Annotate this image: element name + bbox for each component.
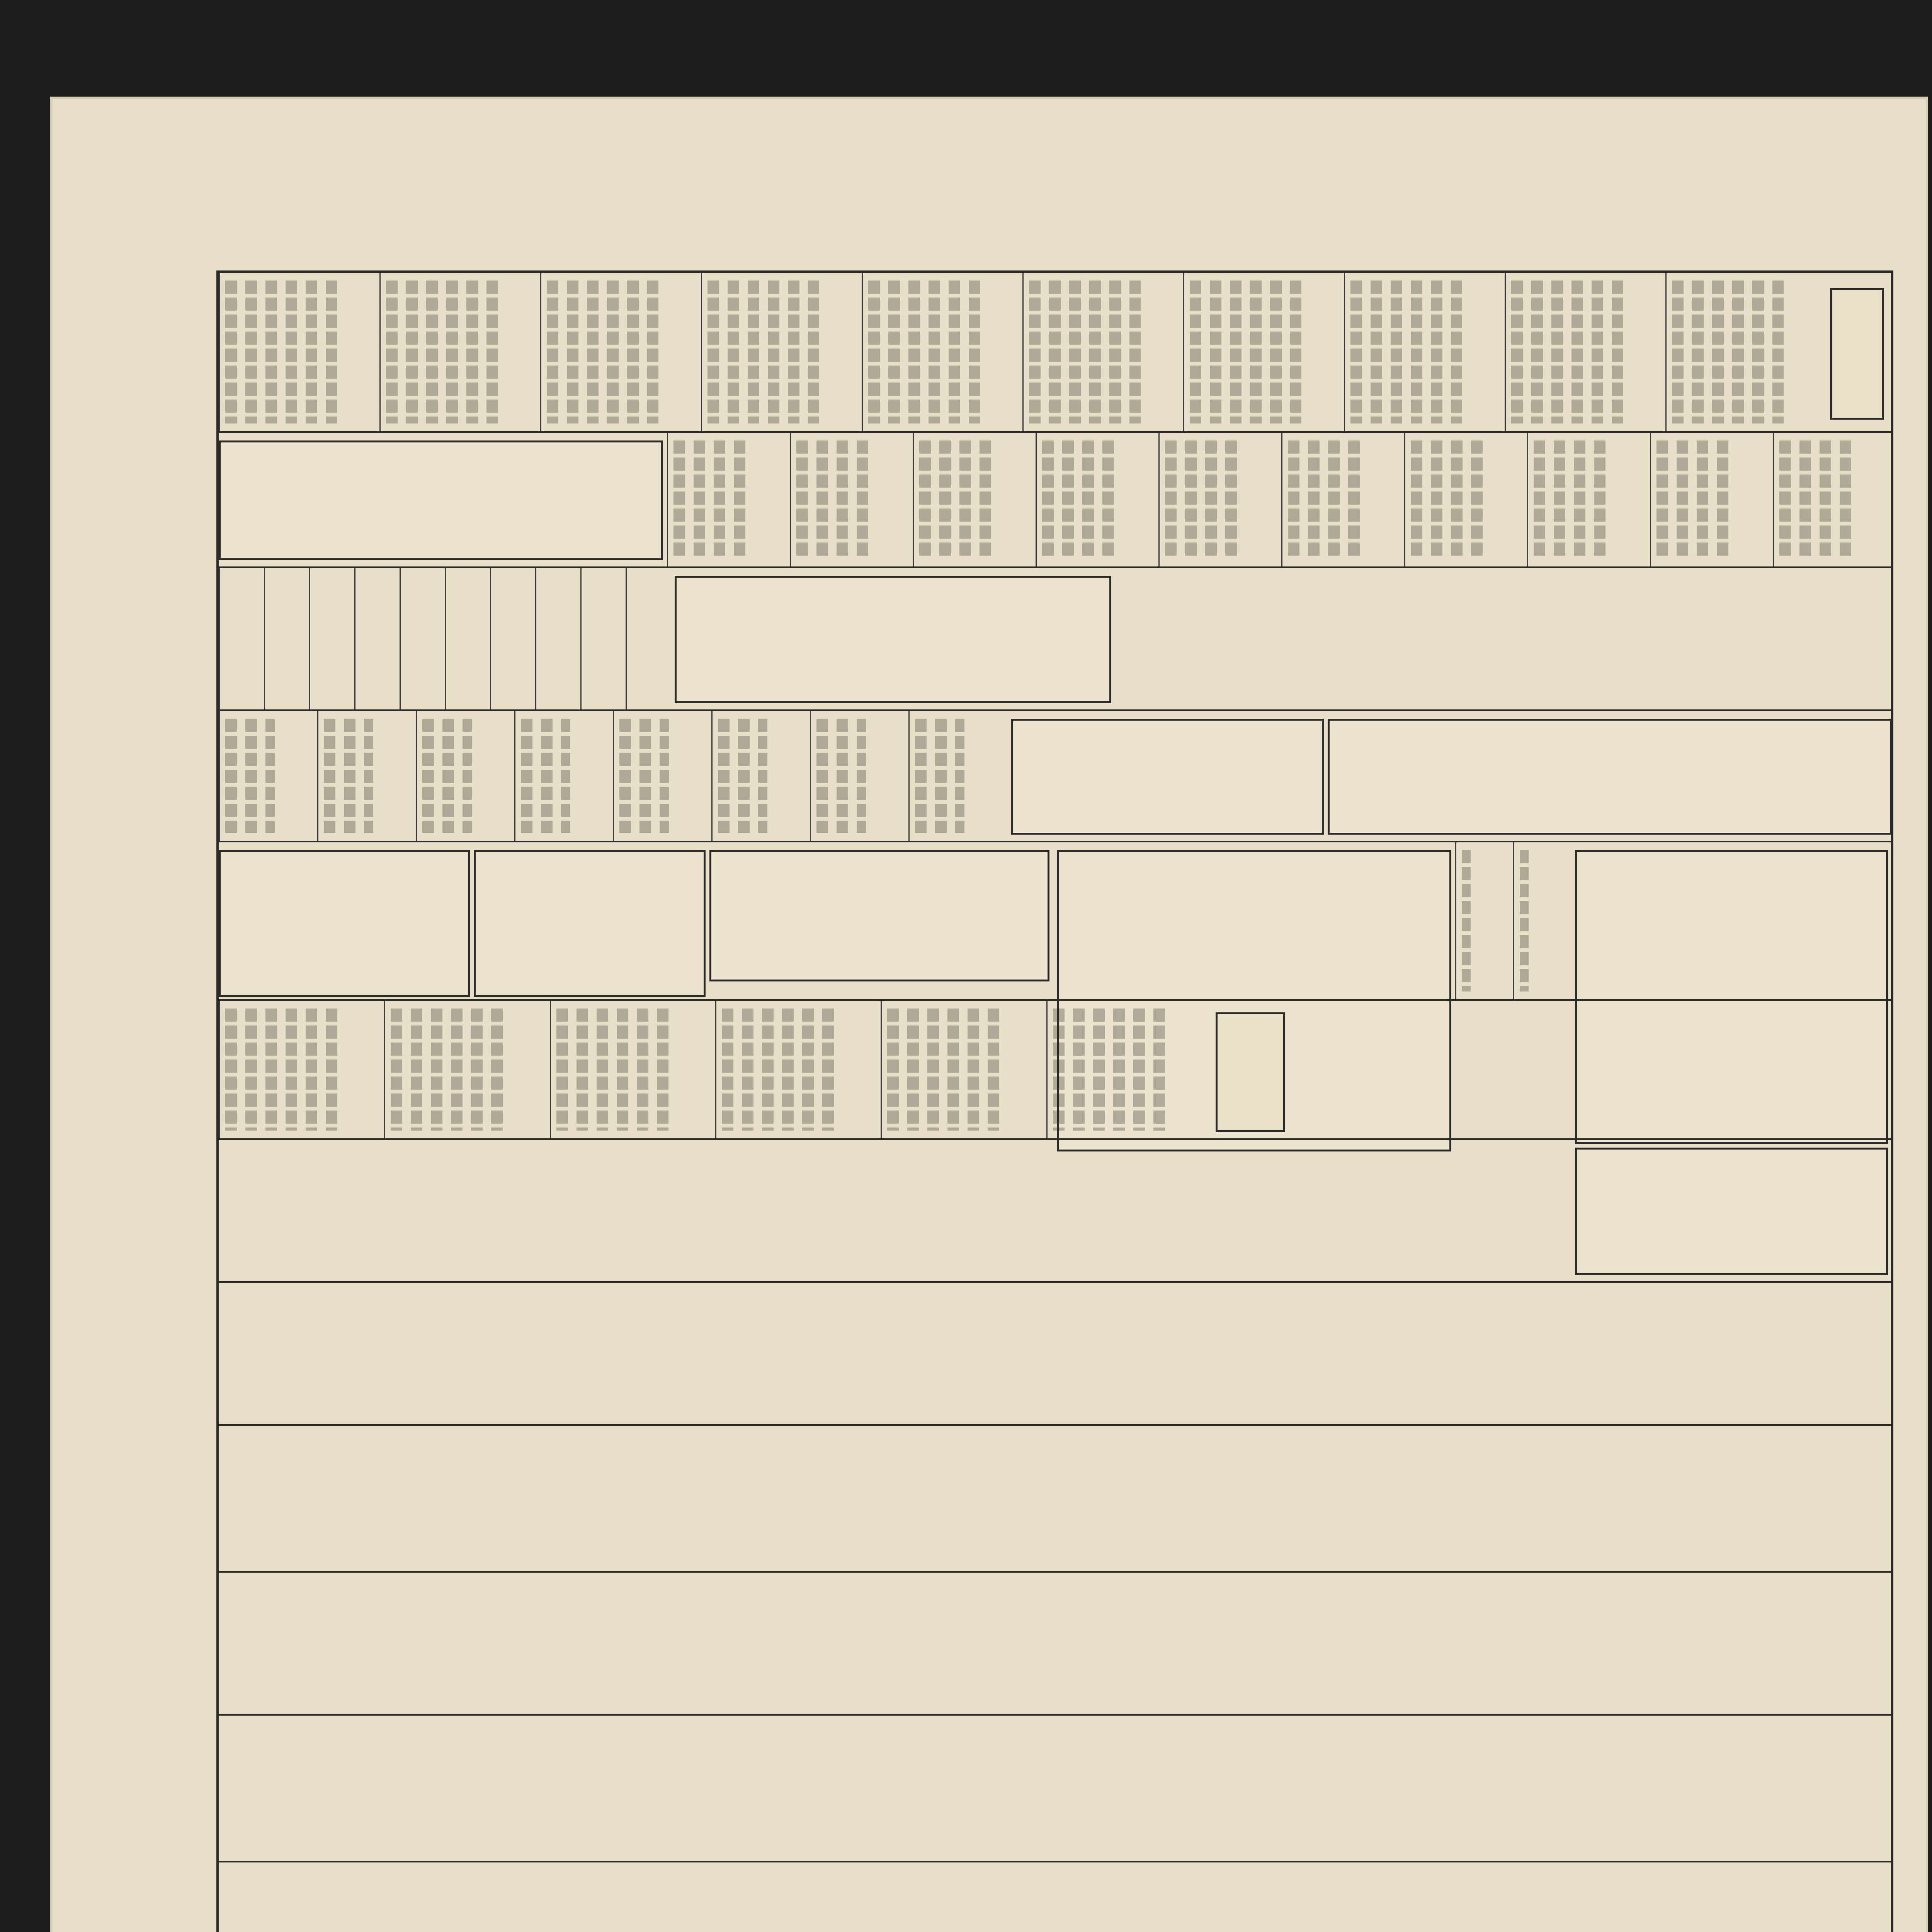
classified-ad — [219, 273, 379, 431]
ad-body-text — [547, 281, 658, 423]
ad-body-text — [324, 719, 373, 833]
wide-ad-restaurant-for-sale — [1575, 1148, 1888, 1275]
ad-row — [219, 566, 1891, 709]
classified-ad — [1022, 273, 1183, 431]
ad-row — [219, 709, 1891, 841]
ad-body-text — [887, 1009, 1003, 1131]
ad-body-text — [722, 1009, 838, 1131]
classified-ad — [1046, 1001, 1212, 1138]
classified-ad — [1404, 433, 1527, 566]
wide-ad-curtain-sewer — [1011, 719, 1324, 835]
classified-ad — [550, 1001, 715, 1138]
ad-row — [219, 431, 1891, 566]
ad-body-text — [816, 719, 866, 833]
ad-body-text — [1511, 281, 1623, 423]
classified-ad — [1455, 842, 1513, 999]
classified-ad — [1773, 433, 1896, 566]
classified-ad — [219, 1001, 384, 1138]
classified-ad — [354, 568, 400, 709]
classified-ad — [908, 711, 1007, 841]
classified-ad — [790, 433, 913, 566]
classified-ad — [715, 1001, 881, 1138]
ad-row — [219, 1571, 1891, 1714]
wide-ad-packers — [219, 440, 663, 560]
classified-ad — [540, 273, 701, 431]
classified-ad — [535, 568, 580, 709]
classified-ad — [1344, 273, 1505, 431]
wide-ad-beijing-restaurant — [1328, 719, 1892, 835]
classified-ad — [1527, 433, 1650, 566]
classified-ad — [881, 1001, 1046, 1138]
wide-ad-high-salary-left — [474, 850, 706, 997]
ad-body-text — [225, 281, 337, 423]
classified-ad — [1183, 273, 1344, 431]
section-heading-business — [1216, 1012, 1285, 1132]
ad-row — [219, 1138, 1891, 1281]
ad-body-text — [225, 719, 275, 833]
ad-body-text — [1165, 440, 1239, 559]
classified-ad — [1281, 433, 1404, 566]
ad-row — [219, 1424, 1891, 1571]
classified-ad — [913, 433, 1036, 566]
ad-body-text — [1190, 281, 1301, 423]
ad-body-text — [386, 281, 498, 423]
ad-body-text — [422, 719, 472, 833]
classified-ad — [514, 711, 613, 841]
ad-body-text — [1656, 440, 1730, 559]
classified-ad — [416, 711, 514, 841]
ad-body-text — [1350, 281, 1462, 423]
ad-body-text — [1520, 850, 1529, 992]
classified-ad — [701, 273, 862, 431]
ad-body-text — [521, 719, 570, 833]
ad-body-text — [1534, 440, 1607, 559]
classified-ad — [219, 568, 264, 709]
ad-body-text — [707, 281, 819, 423]
classified-ad — [490, 568, 535, 709]
classifieds-grid — [216, 270, 1893, 1932]
ad-body-text — [673, 440, 747, 559]
ad-body-text — [915, 719, 964, 833]
wide-ad-restaurant-cook — [219, 850, 470, 997]
section-heading-hiring — [1830, 288, 1884, 420]
ad-body-text — [619, 719, 669, 833]
classified-ad — [613, 711, 711, 841]
classified-ad — [810, 711, 908, 841]
ad-row — [219, 1714, 1891, 1861]
classified-ad — [264, 568, 309, 709]
masthead — [216, 139, 1747, 263]
ad-body-text — [556, 1009, 673, 1131]
classified-ad — [384, 1001, 549, 1138]
ad-body-text — [1462, 850, 1471, 992]
classified-ad — [219, 711, 317, 841]
ad-body-text — [391, 1009, 507, 1131]
wide-ad-sewer — [675, 576, 1111, 703]
ad-body-text — [718, 719, 767, 833]
ad-body-text — [1411, 440, 1485, 559]
ad-body-text — [796, 440, 870, 559]
ad-body-text — [868, 281, 980, 423]
classified-ad — [626, 568, 671, 709]
ad-body-text — [1029, 281, 1141, 423]
ad-body-text — [1042, 440, 1116, 559]
classified-ad — [580, 568, 626, 709]
classified-ad — [1036, 433, 1158, 566]
classified-ad — [1665, 273, 1826, 431]
classified-ad — [317, 711, 416, 841]
ad-body-text — [1779, 440, 1853, 559]
ad-row — [219, 1281, 1891, 1424]
wide-ad-wetsuit — [709, 850, 1049, 981]
classified-ad — [445, 568, 490, 709]
classified-ad — [711, 711, 810, 841]
classified-ad — [1513, 842, 1571, 999]
classified-ad — [379, 273, 540, 431]
ad-body-text — [1053, 1009, 1169, 1131]
ad-body-text — [1288, 440, 1362, 559]
classified-ad — [667, 433, 790, 566]
classified-ad — [1158, 433, 1281, 566]
classified-ad — [862, 273, 1022, 431]
ad-body-text — [919, 440, 993, 559]
classified-ad — [400, 568, 445, 709]
ad-body-text — [1672, 281, 1784, 423]
classified-ad — [1505, 273, 1665, 431]
ad-row — [219, 999, 1891, 1138]
ad-row — [219, 273, 1891, 431]
classified-ad — [1650, 433, 1773, 566]
ad-row — [219, 841, 1891, 999]
ad-row — [219, 1861, 1891, 1932]
classified-ad — [309, 568, 354, 709]
ad-body-text — [225, 1009, 342, 1131]
